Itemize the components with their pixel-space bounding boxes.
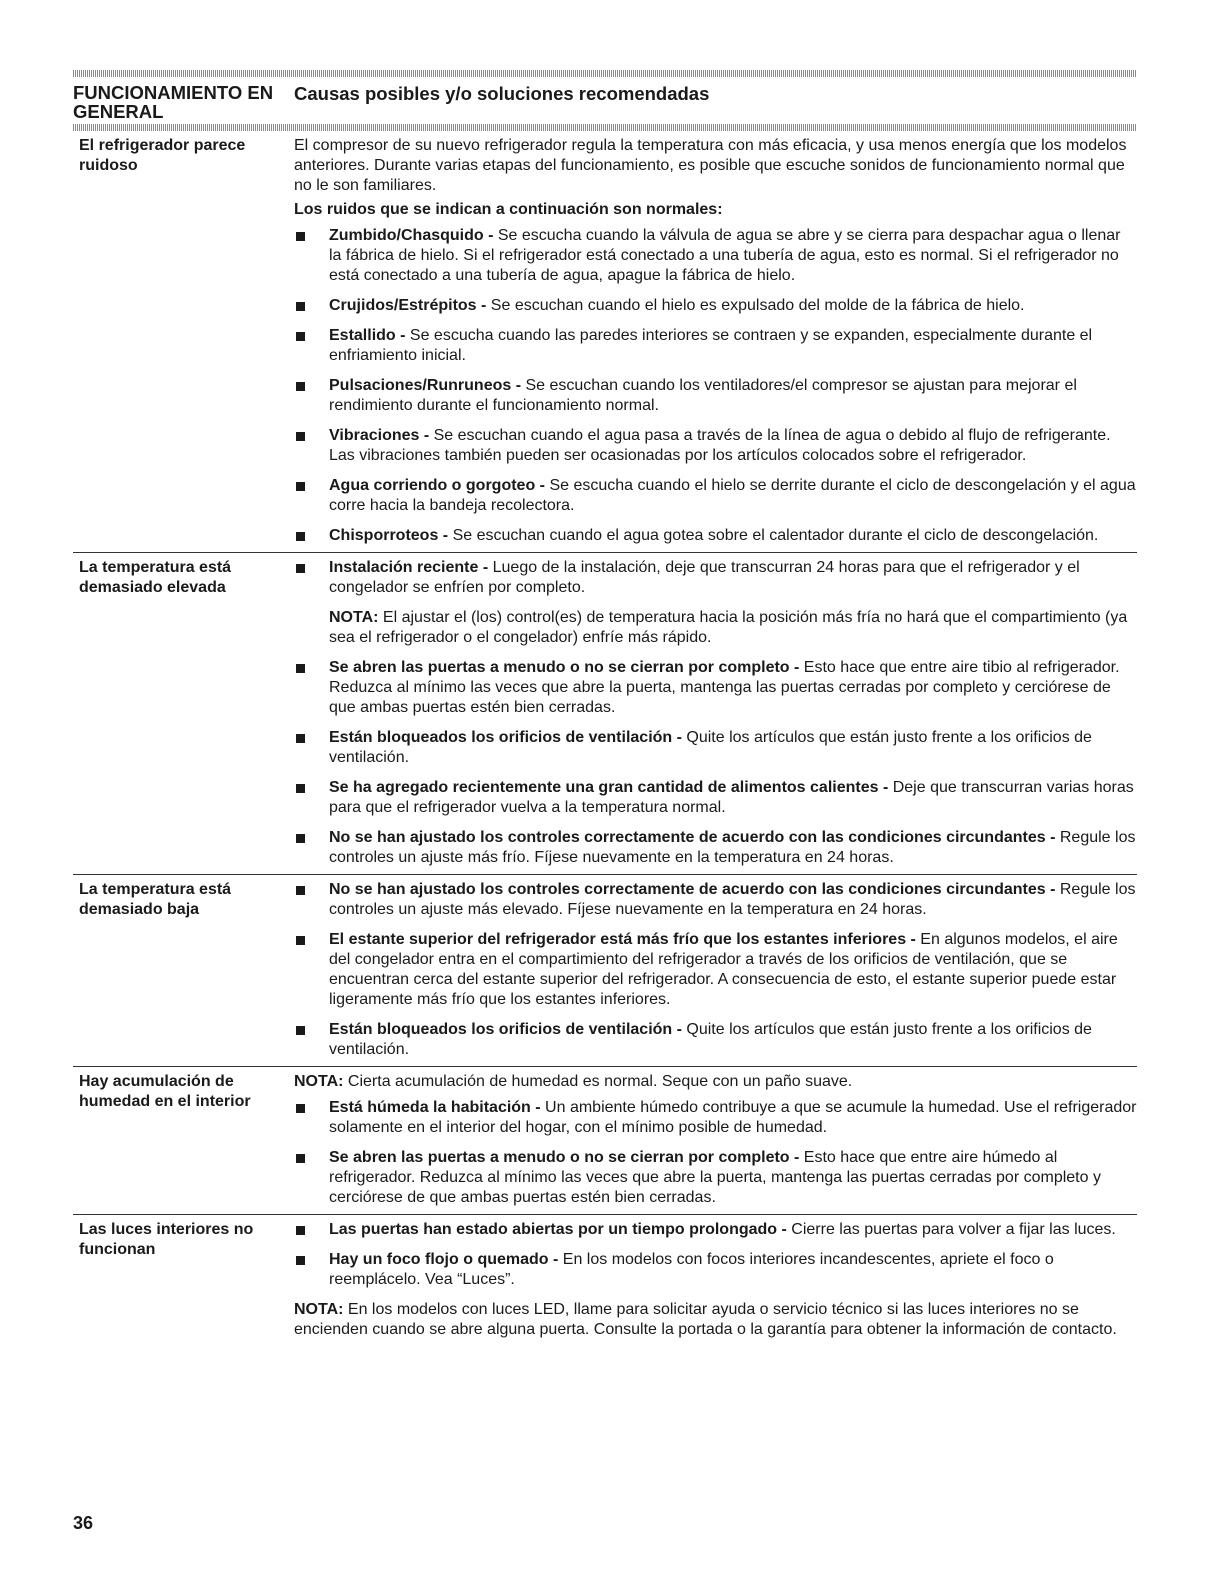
problem-label: El refrigerador parece ruidoso [79, 137, 246, 174]
list-item [294, 226, 1137, 286]
table-row [73, 552, 1137, 874]
text: Se escuchan cuando el agua pasa a través de la línea de agua o debido al flujo de refrigerante. Las vibraciones también pueden ser ocasionadas por los artículos colocados sobre el refrigerador. [329, 427, 1111, 464]
table-row [73, 1214, 1137, 1350]
bold-lead: Se abren las puertas a menudo o no se cierran por completo - [329, 659, 800, 676]
table-row [73, 874, 1137, 1066]
bullet-icon [296, 1226, 305, 1235]
bullet-icon [296, 564, 305, 573]
problem-label: La temperatura está demasiado elevada [79, 559, 232, 596]
table-row [73, 131, 1137, 552]
bold-lead: Instalación reciente - [329, 559, 489, 576]
bold-lead: Hay un foco flojo o quemado - [329, 1251, 559, 1268]
troubleshooting-table [73, 70, 1137, 1350]
text: Un ambiente húmedo contribuye a que se acumule la humedad. Use el refrigerador solamente en el interior del hogar, con el mínimo posible de humedad. [329, 1099, 1137, 1136]
header-column-2: Causas posibles y/o soluciones recomendadas [294, 83, 710, 104]
list-item [294, 476, 1137, 516]
bold-lead: Pulsaciones/Runruneos - [329, 377, 522, 394]
list-item [294, 728, 1137, 768]
text: Se escuchan cuando el hielo es expulsado del molde de la fábrica de hielo. [486, 297, 1025, 314]
bullet-icon [296, 834, 305, 843]
header-column-1: FUNCIONAMIENTO EN GENERAL [73, 82, 274, 122]
text: Quite los artículos que están justo frente a los orificios de ventilación. [329, 729, 1092, 766]
bullet-icon [296, 382, 305, 391]
bullet-icon [296, 664, 305, 673]
bold-lead: No se han ajustado los controles correctamente de acuerdo con las condiciones circundantes - [329, 881, 1056, 898]
intro-text: El compresor de su nuevo refrigerador regula la temperatura con más eficacia, y usa menos energía que los modelos anteriores. Durante varias etapas del funcionamiento, es posible que escuche sonidos de funcionamiento normal que no le son familiares. [294, 137, 1127, 194]
list-item [294, 930, 1137, 1010]
note-text [294, 1072, 1137, 1092]
bold-lead: Vibraciones - [329, 427, 430, 444]
bullet-icon [296, 1026, 305, 1035]
solution-list [294, 226, 1137, 546]
list-item [294, 880, 1137, 920]
solutions [294, 558, 1137, 868]
bold-lead: Están bloqueados los orificios de ventilación - [329, 1021, 682, 1038]
text: Esto hace que entre aire húmedo al refrigerador. Reduzca al mínimo las veces que abre la puerta, mantenga las puertas cerradas por completo y cerciórese de que ambas puertas estén bien cerradas. [329, 1149, 1101, 1206]
bold-lead: Estallido - [329, 327, 406, 344]
list-item [294, 1250, 1137, 1290]
solutions [294, 1220, 1137, 1344]
text: Deje que transcurran varias horas para que el refrigerador vuelva a la temperatura normal. [329, 779, 1134, 816]
list-item [294, 296, 1137, 316]
bold-lead: Está húmeda la habitación - [329, 1099, 541, 1116]
solution-list [294, 558, 1137, 868]
list-item [294, 376, 1137, 416]
text: Cierre las puertas para volver a fijar las luces. [786, 1221, 1116, 1238]
text: Se escucha cuando las paredes interiores se contraen y se expanden, especialmente durante el enfriamiento inicial. [329, 327, 1093, 364]
text: Se escuchan cuando el agua gotea sobre el calentador durante el ciclo de descongelación. [448, 527, 1099, 544]
solution-list [294, 1098, 1137, 1208]
text: Esto hace que entre aire tibio al refrigerador. Reduzca al mínimo las veces que abre la puerta, mantenga las puertas cerradas por completo y cerciórese de que ambas puertas estén bien cerradas. [329, 659, 1120, 716]
text: Cierta acumulación de humedad es normal. Seque con un paño suave. [343, 1073, 853, 1090]
text: Quite los artículos que están justo frente a los orificios de ventilación. [329, 1021, 1092, 1058]
text: Luego de la instalación, deje que transcurran 24 horas para que el refrigerador y el congelador se enfríen por completo. [329, 559, 1080, 596]
text: Se escucha cuando la válvula de agua se abre y se cierra para despachar agua o llenar la fábrica de hielo. Si el refrigerador está conectado a una tubería de agua, esto es normal. Si el refrigerador no está conectado a una tubería de agua, apague la fábrica de hielo. [329, 227, 1121, 284]
note-text [294, 1300, 1137, 1340]
text: Regule los controles un ajuste más elevado. Fíjese nuevamente en la temperatura en 24 horas. [329, 881, 1136, 918]
list-item [294, 526, 1137, 546]
list-item [294, 426, 1137, 466]
bold-lead: Agua corriendo o gorgoteo - [329, 477, 545, 494]
bullet-icon [296, 232, 305, 241]
bold-lead: Zumbido/Chasquido - [329, 227, 494, 244]
bullet-icon [296, 1154, 305, 1163]
solution-list [294, 1220, 1137, 1290]
list-item [294, 1220, 1137, 1240]
list-item [294, 828, 1137, 868]
page-number: 36 [73, 1513, 94, 1533]
bullet-icon [296, 886, 305, 895]
text: El ajustar el (los) control(es) de temperatura hacia la posición más fría no hará que el compartimiento (ya sea el refrigerador o el congelador) enfríe más rápido. [329, 609, 1128, 646]
text: En los modelos con luces LED, llame para solicitar ayuda o servicio técnico si las luces interiores no se encienden cuando se abre alguna puerta. Consulte la portada o la garantía para obtener la información de contacto. [294, 1301, 1117, 1338]
bullet-icon [296, 1256, 305, 1265]
list-item [294, 658, 1137, 718]
text: En los modelos con focos interiores incandescentes, apriete el foco o reemplácelo. Vea “Luces”. [329, 1251, 1054, 1288]
bold-lead: NOTA: [329, 609, 379, 626]
table-row [73, 1066, 1137, 1214]
bullet-icon [296, 936, 305, 945]
problem-label: Hay acumulación de humedad en el interior [79, 1073, 251, 1110]
bullet-icon [296, 482, 305, 491]
bold-lead: NOTA: [294, 1073, 344, 1090]
bullet-icon [296, 302, 305, 311]
list-item [294, 1098, 1137, 1138]
solutions [294, 880, 1137, 1060]
bullet-icon [296, 332, 305, 341]
bold-lead: Se abren las puertas a menudo o no se cierran por completo - [329, 1149, 800, 1166]
top-rule [73, 70, 1137, 77]
bold-lead: No se han ajustado los controles correctamente de acuerdo con las condiciones circundantes - [329, 829, 1056, 846]
list-item [294, 326, 1137, 366]
bold-lead: Crujidos/Estrépitos - [329, 297, 487, 314]
bold-lead: Chisporroteos - [329, 527, 449, 544]
bold-lead: NOTA: [294, 1301, 344, 1318]
bold-lead: Están bloqueados los orificios de ventilación - [329, 729, 682, 746]
text: Se escuchan cuando los ventiladores/el compresor se ajustan para mejorar el rendimiento durante el funcionamiento normal. [329, 377, 1077, 414]
solutions [294, 136, 1137, 546]
text: En algunos modelos, el aire del congelador entra en el compartimiento del refrigerador a través de los orificios de ventilación, que se encuentran cerca del estante superior del refrigerador. A consecuencia de esto, el estante superior puede estar ligeramente más frío que los estantes inferiores. [329, 931, 1118, 1008]
list-item [294, 558, 1137, 598]
bold-lead: Las puertas han estado abiertas por un tiempo prolongado - [329, 1221, 787, 1238]
subheading: Los ruidos que se indican a continuación son normales: [294, 201, 723, 218]
bullet-icon [296, 734, 305, 743]
table-header [73, 77, 1137, 124]
text: Regule los controles un ajuste más frío. Fíjese nuevamente en la temperatura en 24 horas. [329, 829, 1136, 866]
header-rule [73, 124, 1137, 131]
bullet-icon [296, 784, 305, 793]
text: Se escucha cuando el hielo se derrite durante el ciclo de descongelación y el agua corre hacia la bandeja recolectora. [329, 477, 1136, 514]
list-item [294, 778, 1137, 818]
bold-lead: Se ha agregado recientemente una gran cantidad de alimentos calientes - [329, 779, 889, 796]
list-item [294, 1148, 1137, 1208]
problem-label: La temperatura está demasiado baja [79, 881, 232, 918]
problem-label: Las luces interiores no funcionan [79, 1221, 254, 1258]
solutions [294, 1072, 1137, 1208]
bullet-icon [296, 532, 305, 541]
solution-list [294, 880, 1137, 1060]
bullet-icon [296, 1104, 305, 1113]
table-body [73, 131, 1137, 1350]
list-item [294, 1020, 1137, 1060]
bullet-icon [296, 432, 305, 441]
note-item [294, 608, 1137, 648]
bold-lead: El estante superior del refrigerador está más frío que los estantes inferiores - [329, 931, 916, 948]
